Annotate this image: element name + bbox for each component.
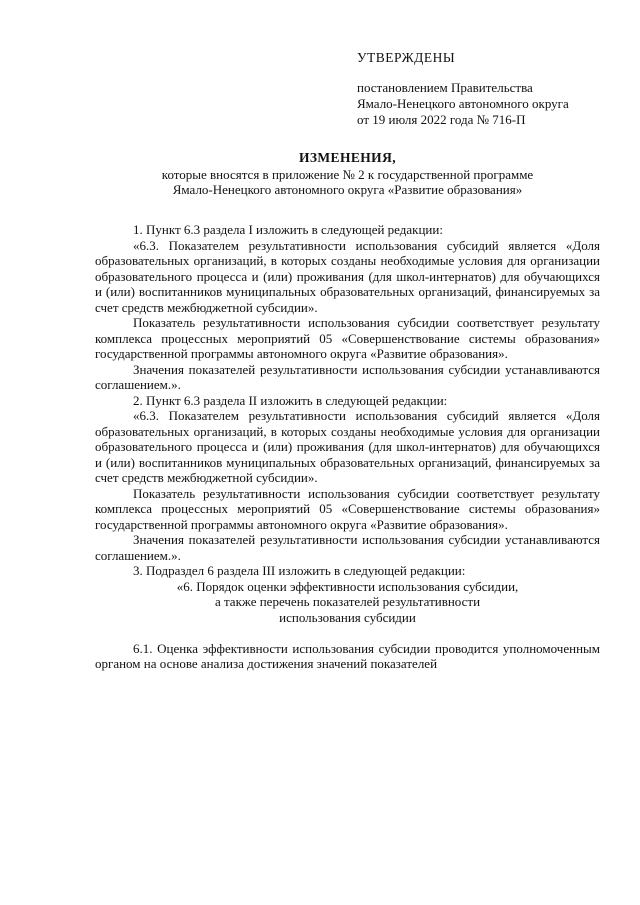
approval-line-1: постановлением Правительства: [357, 80, 533, 95]
document-heading: [95, 150, 600, 198]
heading-line-1: которые вносятся в приложение № 2 к государственной программе: [161, 166, 534, 182]
paragraph-4: Значения показателей результативности использования субсидии устанавливаются соглашением.».: [95, 361, 600, 392]
paragraph-7: Показатель результативности использования субсидии соответствует результату комплекса процессных мероприятий 05 «Совершенствование системы образования» государственной программы автономного округа «Развитие образования».: [95, 485, 600, 532]
approved-label: УТВЕРЖДЕНЫ: [357, 50, 456, 65]
document-title: ИЗМЕНЕНИЯ,: [298, 150, 396, 165]
paragraph-1: 1. Пункт 6.3 раздела I изложить в следующей редакции:: [133, 222, 443, 237]
subheading-line-3: использования субсидии: [279, 609, 416, 625]
approval-line-3: от 19 июля 2022 года № 716-П: [357, 112, 526, 127]
paragraph-10: 6.1. Оценка эффективности использования субсидии проводится уполномоченным органом на основе анализа достижения значений показателей: [95, 640, 600, 671]
approval-line-2: Ямало-Ненецкого автономного округа: [357, 96, 569, 111]
heading-line-2: Ямало-Ненецкого автономного округа «Развитие образования»: [172, 182, 523, 197]
paragraph-9: 3. Подраздел 6 раздела III изложить в следующей редакции:: [133, 563, 466, 578]
subheading-line-1: «6. Порядок оценки эффективности использования субсидии,: [176, 578, 519, 594]
blank-line: [95, 625, 600, 641]
paragraph-3: Показатель результативности использования субсидии соответствует результату комплекса процессных мероприятий 05 «Совершенствование системы образования» государственной программы автономного округа «Развитие образования».: [95, 315, 600, 361]
document-body: [95, 222, 600, 672]
paragraph-8: Значения показателей результативности использования субсидии устанавливаются соглашением.».: [95, 532, 600, 563]
subheading-line-2: а также перечень показателей результативности: [214, 594, 481, 609]
approval-stamp: [357, 50, 617, 128]
paragraph-6: «6.3. Показателем результативности использования субсидий является «Доля образовательных организаций, в которых созданы необходимые условия для организации образовательного процесса и (или) проживания (для школ-интернатов) для обучающихся и (или) воспитанников муниципальных образовательных организаций, финансируемых за счет средств межбюджетной субсидии».: [95, 408, 600, 485]
paragraph-2: «6.3. Показателем результативности использования субсидий является «Доля образовательных организаций, в которых созданы необходимые условия для организации образовательного процесса и (или) проживания (для школ-интернатов) для обучающихся и (или) воспитанников муниципальных образовательных организаций, финансируемых за счет средств межбюджетной субсидии».: [95, 237, 600, 315]
paragraph-5: 2. Пункт 6.3 раздела II изложить в следующей редакции:: [133, 392, 448, 408]
